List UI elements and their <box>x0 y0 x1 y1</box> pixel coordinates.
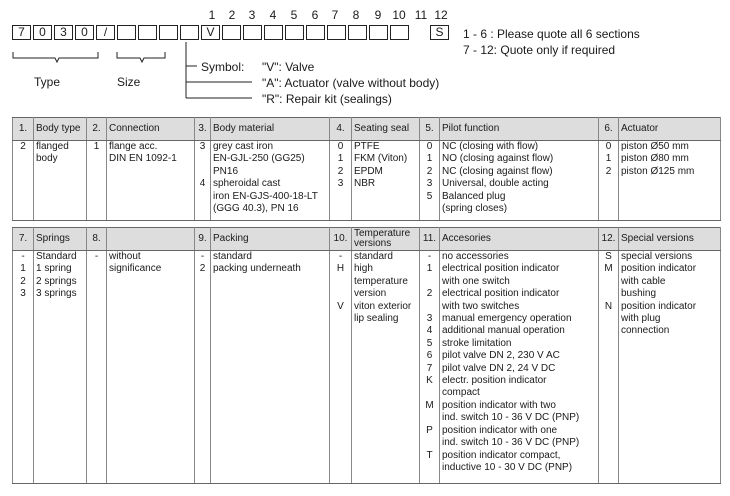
header-number: 3. <box>195 118 211 141</box>
cell-line: ind. switch 10 - 36 V DC (PNP) <box>442 437 580 449</box>
cell-line: Standard <box>36 251 77 262</box>
cell-line: 2 <box>20 141 26 152</box>
header-number: 10. <box>330 228 352 251</box>
options-body-type <box>34 141 87 221</box>
cell-line: NO (closing against flow) <box>442 153 554 165</box>
cell-line: standard <box>213 251 252 262</box>
cell-line: standard <box>354 251 393 262</box>
code-box: 7 <box>12 25 31 40</box>
cell-line <box>332 276 349 288</box>
cell-line: EPDM <box>354 165 383 177</box>
codes-connection <box>87 141 107 221</box>
cell-line: 4 <box>199 178 206 190</box>
cell-line: lip sealing <box>354 313 399 325</box>
table-body-row <box>13 251 721 484</box>
cell-line: 3 <box>337 178 344 190</box>
cell-line <box>422 276 437 288</box>
cell-line: with plug <box>621 313 661 325</box>
options-seating-seal <box>352 141 420 221</box>
position-number: 3 <box>248 8 256 22</box>
cell-line: N <box>604 300 613 312</box>
cell-line: 0 <box>337 141 344 152</box>
cell-line: 0 <box>605 141 612 152</box>
cell-line: 2 <box>337 165 344 177</box>
header-special-versions: Special versions <box>619 228 721 251</box>
type-label: Type <box>34 75 61 89</box>
cell-line: DIN EN 1092-1 <box>109 153 177 165</box>
cell-line: 7 <box>426 362 433 374</box>
symbol-valve: "V": Valve <box>262 60 315 74</box>
header-number: 11. <box>420 228 440 251</box>
cell-line <box>422 387 437 399</box>
cell-line: position indicator with one <box>442 424 558 436</box>
cell-line: stroke limitation <box>442 337 512 349</box>
cell-line: version <box>354 288 387 300</box>
spec-table-1 <box>12 117 721 221</box>
cell-line: - <box>338 251 343 262</box>
cell-line: position indicator <box>621 300 697 312</box>
codes-body-material <box>195 141 211 221</box>
position-number: 6 <box>311 8 319 22</box>
cell-line: body <box>36 153 58 165</box>
cell-line: Universal, double acting <box>442 178 549 190</box>
cell-line: 1 <box>337 153 344 165</box>
cell-line: 2 springs <box>36 275 77 287</box>
cell-line: 1 <box>20 263 26 275</box>
table-header-row <box>13 118 721 141</box>
cell-line: 5 <box>426 337 433 349</box>
header-number: 6. <box>599 118 619 141</box>
cell-line: significance <box>109 263 162 275</box>
cell-line: K <box>426 375 433 387</box>
options-temperature-versions <box>352 251 420 484</box>
cell-line <box>601 288 616 300</box>
header-number: 8. <box>87 228 107 251</box>
symbol-actuator: "A": Actuator (valve without body) <box>262 76 440 90</box>
cell-line: without <box>109 251 141 262</box>
cell-line: NBR <box>354 178 376 190</box>
cell-line: with one switch <box>442 275 510 287</box>
cell-line: 0 <box>426 141 433 152</box>
codes-body-type <box>13 141 34 221</box>
header-body-type: Body type <box>34 118 87 141</box>
cell-line <box>422 412 437 424</box>
cell-line: 3 <box>20 288 26 300</box>
table-body-row <box>13 141 721 221</box>
cell-line: packing underneath <box>213 263 301 275</box>
code-box: S <box>430 25 449 40</box>
cell-line <box>332 288 349 300</box>
cell-line: 3 springs <box>36 288 77 300</box>
cell-line: electr. position indicator <box>442 375 547 387</box>
cell-line <box>422 301 437 313</box>
options-accesories <box>440 251 599 484</box>
cell-line: high <box>354 263 373 275</box>
header-seating-seal: Seating seal <box>352 118 420 141</box>
position-number: 8 <box>352 8 360 22</box>
cell-line: iron EN-GJS-400-18-LT <box>213 190 318 202</box>
position-number: 10 <box>392 8 406 22</box>
cell-line: 1 <box>605 153 612 165</box>
cell-line: - <box>427 251 432 262</box>
cell-line: electrical position indicator <box>442 263 560 275</box>
codes-springs <box>13 251 34 484</box>
cell-line <box>601 276 616 288</box>
header-number: 7. <box>13 228 34 251</box>
cell-line: with cable <box>621 275 666 287</box>
cell-line: V <box>337 300 344 312</box>
cell-line: 2 <box>605 165 612 177</box>
header-number: 2. <box>87 118 107 141</box>
cell-line: no accessories <box>442 251 509 262</box>
cell-line: NC (closing with flow) <box>442 141 539 152</box>
codes-actuator <box>599 141 619 221</box>
cell-line: 3 <box>426 178 433 190</box>
code-box: 3 <box>54 25 73 40</box>
header-section-8 <box>107 228 195 251</box>
cell-line: piston Ø80 mm <box>621 153 689 165</box>
position-number: 7 <box>331 8 339 22</box>
cell-line: connection <box>621 325 670 337</box>
cell-line: with two switches <box>442 300 520 312</box>
codes-pilot-function <box>420 141 440 221</box>
code-box: 0 <box>75 25 94 40</box>
cell-line: 6 <box>426 350 433 362</box>
position-number: 2 <box>228 8 236 22</box>
position-number: 12 <box>434 8 448 22</box>
cell-line: grey cast iron <box>213 141 274 152</box>
options-springs <box>34 251 87 484</box>
cell-line: pilot valve DN 2, 230 V AC <box>442 350 560 362</box>
options-pilot-function <box>440 141 599 221</box>
cell-line: electrical position indicator <box>442 288 560 300</box>
cell-line: position indicator <box>621 263 697 275</box>
cell-line: flange acc. <box>109 141 158 152</box>
cell-line: 2 <box>20 275 26 287</box>
header-number: 12. <box>599 228 619 251</box>
cell-line: manual emergency operation <box>442 313 572 325</box>
header-accesories: Accesories <box>440 228 599 251</box>
cell-line: 3 <box>426 313 433 325</box>
cell-line <box>197 166 208 178</box>
cell-line: EN-GJL-250 (GG25) <box>213 153 305 165</box>
symbol-label: Symbol: <box>201 60 245 74</box>
options-packing <box>211 251 330 484</box>
position-number: 9 <box>374 8 382 22</box>
header-number: 1. <box>13 118 34 141</box>
codes-accesories <box>420 251 440 484</box>
cell-line: 3 <box>199 141 206 152</box>
cell-line: (GGG 40.3), PN 16 <box>213 203 299 215</box>
note-sections-7-12: 7 - 12: Quote only if required <box>463 43 616 57</box>
cell-line: flanged <box>36 141 69 152</box>
position-number: 1 <box>208 8 216 22</box>
options-body-material <box>211 141 330 221</box>
code-box: V <box>201 25 220 40</box>
header-pilot-function: Pilot function <box>440 118 599 141</box>
cell-line: 2 <box>426 165 433 177</box>
codes-temperature-versions <box>330 251 352 484</box>
options-special-versions <box>619 251 721 484</box>
header-number: 9. <box>195 228 211 251</box>
cell-line: piston Ø50 mm <box>621 141 689 152</box>
code-box: / <box>96 25 115 40</box>
cell-line: S <box>605 251 612 262</box>
header-number: 5. <box>420 118 440 141</box>
cell-line <box>422 437 437 449</box>
cell-line: piston Ø125 mm <box>621 165 695 177</box>
options-connection <box>107 141 195 221</box>
cell-line: NC (closing against flow) <box>442 165 553 177</box>
cell-line <box>197 153 208 165</box>
codes-packing <box>195 251 211 484</box>
cell-line: M <box>604 263 613 275</box>
table-header-row <box>13 228 721 251</box>
cell-line: Balanced plug <box>442 190 506 202</box>
cell-line: 1 <box>426 263 433 275</box>
cell-line: bushing <box>621 288 657 300</box>
size-label: Size <box>117 75 141 89</box>
code-box: 0 <box>33 25 52 40</box>
cell-line: 2 <box>199 263 206 275</box>
cell-line: PN16 <box>213 165 239 177</box>
cell-line: - <box>21 251 25 262</box>
cell-line: - <box>200 251 205 262</box>
cell-line: FKM (Viton) <box>354 153 408 165</box>
cell-line: pilot valve DN 2, 24 V DC <box>442 362 556 374</box>
codes-seating-seal <box>330 141 352 221</box>
cell-line: T <box>426 449 433 461</box>
position-number: 11 <box>414 8 428 22</box>
spec-table-2 <box>12 227 721 484</box>
cell-line: P <box>426 424 433 436</box>
cell-line: PTFE <box>354 141 380 152</box>
cell-line: ind. switch 10 - 36 V DC (PNP) <box>442 412 580 424</box>
codes-special-versions <box>599 251 619 484</box>
header-body-material: Body material <box>211 118 330 141</box>
note-sections-1-6: 1 - 6 : Please quote all 6 sections <box>463 27 640 41</box>
cell-line: - <box>94 251 99 262</box>
cell-line: position indicator compact, <box>442 449 561 461</box>
cell-line: 4 <box>426 325 433 337</box>
cell-line: 2 <box>426 288 433 300</box>
cell-line: (spring closes) <box>442 203 508 215</box>
header-springs: Springs <box>34 228 87 251</box>
cell-line: position indicator with two <box>442 399 556 411</box>
cell-line: viton exterior <box>354 300 412 312</box>
cell-line: 1 spring <box>36 263 72 275</box>
cell-line: H <box>336 263 345 275</box>
codes-section-8 <box>87 251 107 484</box>
cell-line: 1 <box>93 141 100 152</box>
cell-line: spheroidal cast <box>213 178 281 190</box>
header-number: 4. <box>330 118 352 141</box>
cell-line: 5 <box>426 190 433 202</box>
cell-line: temperature <box>354 275 408 287</box>
options-section-8 <box>107 251 195 484</box>
symbol-repair-kit: "R": Repair kit (sealings) <box>262 92 392 106</box>
cell-line: M <box>425 399 434 411</box>
header-connection: Connection <box>107 118 195 141</box>
position-number: 5 <box>290 8 298 22</box>
position-number: 4 <box>269 8 277 22</box>
cell-line: special versions <box>621 251 693 262</box>
cell-line: 1 <box>426 153 433 165</box>
header-temperature-versions: Temperature versions <box>352 228 420 251</box>
cell-line: additional manual operation <box>442 325 565 337</box>
options-actuator <box>619 141 721 221</box>
cell-line: inductive 10 - 30 V DC (PNP) <box>442 461 573 473</box>
header-actuator: Actuator <box>619 118 721 141</box>
cell-line: compact <box>442 387 480 399</box>
header-packing: Packing <box>211 228 330 251</box>
